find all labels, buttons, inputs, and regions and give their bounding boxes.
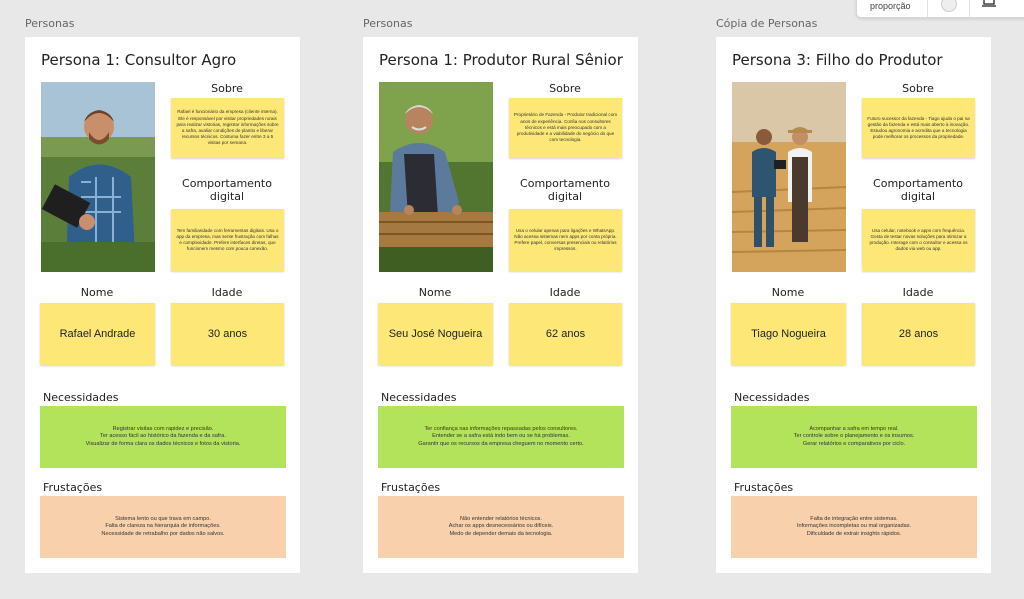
nome-label: Nome (771, 286, 805, 299)
persona-photo (379, 82, 493, 272)
frustracao-item: Não entender relatórios técnicos. (459, 515, 543, 522)
nome-label: Nome (80, 286, 114, 299)
comportamento-label: Comportamento digital (182, 177, 272, 203)
necessidades-label: Necessidades (43, 391, 119, 404)
comportamento-sticky[interactable]: Usa celular, notebook e apps com frequência. Gosta de testar novas soluções para otimizar a produção. Interage com o consultor e acessa os dados via web ou app. (862, 209, 975, 271)
frame-label[interactable]: Personas (25, 17, 75, 30)
frustracoes-label: Frustações (734, 481, 794, 494)
frustracao-item: Necessidade de retrabalho por dados não salvos. (101, 530, 225, 537)
necessidade-item: Ter confiança nas informações repassadas pelos consultores. (424, 425, 578, 432)
necessidade-item: Visualizar de forma clara os dados técnicos e fotos da vistoria. (85, 440, 241, 447)
idade-sticky[interactable]: 30 anos (171, 303, 284, 365)
necessidade-item: Ter acesso fácil ao histórico da fazenda e da safra. (100, 433, 226, 440)
persona-photo (732, 82, 846, 272)
frustracoes-sticky[interactable] (731, 496, 977, 558)
idade-label: Idade (549, 286, 581, 299)
frustracoes-label: Frustações (381, 481, 441, 494)
frustracoes-sticky[interactable] (40, 496, 286, 558)
toolbar-divider (969, 0, 970, 17)
sobre-sticky[interactable]: Futuro sucessor da fazenda - Tiago ajuda o pai na gestão da fazenda e está mais aberto à inovação. Estudou agronomia e acredita que a tecnologia pode melhorar os processos da propriedade. (862, 98, 975, 158)
frustracao-item: Sistema lento ou que trava em campo. (115, 515, 211, 522)
necessidade-item: Gerar relatórios e comparativos por ciclo. (802, 440, 906, 447)
comportamento-sticky[interactable]: Tem familiaridade com ferramentas digitais. Usa o app da empresa, mas sente frustração com falhas e complexidade. Prefere interfaces diretas, que funcionem mesmo com pouca conexão. (171, 209, 284, 271)
persona-photo (41, 82, 155, 272)
necessidade-item: Garantir que os recursos da empresa cheguem no momento certo. (418, 440, 584, 447)
persona-title: Persona 3: Filho do Produtor (732, 51, 943, 69)
comportamento-label: Comportamento digital (873, 177, 963, 203)
comportamento-sticky[interactable]: Usa o celular apenas para ligações e WhatsApp. Não acessa sistemas nem apps por conta própria. Prefere papel, conversas presenciais ou relatórios impressos. (509, 209, 622, 271)
frame-label[interactable]: Cópia de Personas (716, 17, 818, 30)
necessidades-label: Necessidades (381, 391, 457, 404)
sobre-label: Sobre (902, 82, 934, 95)
nome-sticky[interactable]: Rafael Andrade (40, 303, 155, 365)
nome-sticky[interactable]: Tiago Nogueira (731, 303, 846, 365)
young-man-with-tablet-photo (41, 82, 155, 272)
persona-board-3[interactable] (716, 37, 991, 573)
frustracao-item: Falta de integração entre sistemas. (810, 515, 898, 522)
persona-title: Persona 1: Consultor Agro (41, 51, 237, 69)
frustracao-item: Informações incompletas ou mal organizadas. (796, 523, 912, 530)
comportamento-label: Comportamento digital (520, 177, 610, 203)
necessidades-sticky[interactable] (378, 406, 624, 468)
sobre-sticky[interactable]: Proprietário de Fazenda - Produtor tradicional com anos de experiência. Confia nos consultores técnicos e está mais preocupado com a produtividade e a viabilidade do negócio do que com tecnologia. (509, 98, 622, 158)
persona-board-2[interactable] (363, 37, 638, 573)
top-toolbar (856, 0, 1024, 18)
necessidade-item: Acompanhar a safra em tempo real. (809, 425, 899, 432)
frustracao-item: Dificuldade de extrair insights rápidos. (806, 530, 902, 537)
sobre-label: Sobre (549, 82, 581, 95)
sobre-label: Sobre (211, 82, 243, 95)
necessidades-sticky[interactable] (731, 406, 977, 468)
necessidades-label: Necessidades (734, 391, 810, 404)
device-icon[interactable] (981, 0, 997, 13)
persona-board-1[interactable] (25, 37, 300, 573)
toolbar-divider (927, 0, 928, 17)
necessidade-item: Registrar visitas com rapidez e precisão. (112, 425, 214, 432)
frustracoes-sticky[interactable] (378, 496, 624, 558)
sobre-sticky[interactable]: Rafael é funcionário da empresa (cliente interna). Ele é responsável por visitar propriedades rurais para realizar vistorias, registrar informações sobre a safra, avaliar condições de plantio e liberar recursos técnicos. Costuma fazer entre 3 a 5 visitas por semana. (171, 98, 284, 158)
nome-label: Nome (418, 286, 452, 299)
older-farmer-photo (379, 82, 493, 272)
frame-label[interactable]: Personas (363, 17, 413, 30)
nome-sticky[interactable]: Seu José Nogueira (378, 303, 493, 365)
persona-title: Persona 1: Produtor Rural Sênior (379, 51, 623, 69)
frustracao-item: Falta de clareza na hierarquia de informações. (105, 523, 221, 530)
idade-label: Idade (211, 286, 243, 299)
two-men-in-wheat-field-photo (732, 82, 846, 272)
idade-sticky[interactable]: 28 anos (862, 303, 975, 365)
frustracao-item: Medo de depender demais da tecnologia. (449, 530, 553, 537)
frustracoes-label: Frustações (43, 481, 103, 494)
color-circle-icon[interactable] (941, 0, 957, 12)
idade-sticky[interactable]: 62 anos (509, 303, 622, 365)
toolbar-aspect-label[interactable]: proporção (870, 1, 911, 11)
necessidade-item: Entender se a safra está indo bem ou se há problemas. (432, 433, 570, 440)
necessidades-sticky[interactable] (40, 406, 286, 468)
idade-label: Idade (902, 286, 934, 299)
frustracao-item: Achar os apps desnecessários ou difíceis. (448, 523, 554, 530)
necessidade-item: Ter controle sobre o planejamento e os insumos. (793, 433, 915, 440)
